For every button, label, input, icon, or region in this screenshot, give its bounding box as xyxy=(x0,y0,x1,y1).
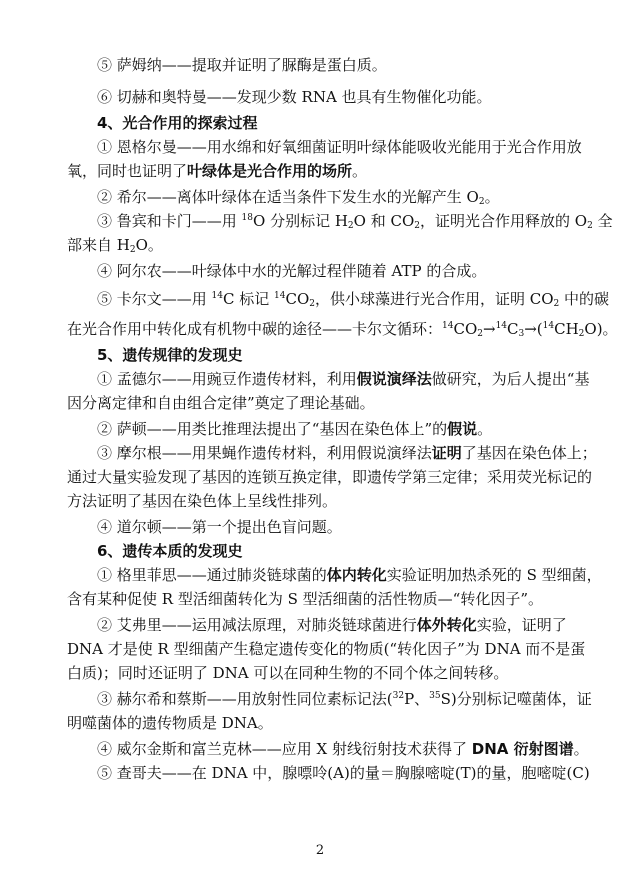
text-line: ① 恩格尔曼——用水绵和好氧细菌证明叶绿体能吸收光能用于光合作用放 xyxy=(97,138,582,156)
text-line: 含有某种促使 R 型活细菌转化为 S 型活细菌的活性物质—“转化因子”。 xyxy=(67,590,543,608)
text-line: 通过大量实验发现了基因的连锁互换定律，即遗传学第三定律；采用荧光标记的 xyxy=(67,468,593,486)
text-line: ② 希尔——离体叶绿体在适当条件下发生水的光解产生 $O_2$。 xyxy=(97,188,500,207)
text-line: ① 格里菲思——通过肺炎链球菌的体内转化实验证明加热杀死的 S 型细菌， xyxy=(97,566,602,584)
text-line: 部来自 $H_2O$。 xyxy=(67,236,163,255)
section-heading: 5、遗传规律的发现史 xyxy=(97,346,243,364)
text-line: ① 孟德尔——用豌豆作遗传材料，利用假说演绎法做研究，为后人提出“基 xyxy=(97,370,590,388)
text-line: ④ 阿尔农——叶绿体中水的光解过程伴随着 ATP 的合成。 xyxy=(97,262,487,280)
text-line: ② 萨顿——用类比推理法提出了“基因在染色体上”的假说。 xyxy=(97,420,493,438)
text-line: 在光合作用中转化成有机物中碳的途径——卡尔文循环：$^{14}CO_2\to^{14}C_3\to(^{14}CH_2O)$。 xyxy=(67,320,618,339)
text-line: ⑤ 卡尔文——用 $^{14}$C 标记 $^{14}CO_2$，供小球藻进行光合作用，证明 $CO_2$ 中的碳 xyxy=(97,290,610,309)
text-line: 明噬菌体的遗传物质是 DNA。 xyxy=(67,714,273,732)
text-line: DNA 才是使 R 型细菌产生稳定遗传变化的物质(“转化因子”为 DNA 而不是蛋 xyxy=(67,640,586,658)
page-number: 2 xyxy=(315,843,325,858)
text-line: ⑤ 萨姆纳——提取并证明了脲酶是蛋白质。 xyxy=(97,56,387,74)
text-line: ③ 赫尔希和蔡斯——用放射性同位素标记法($^{32}$P、$^{35}$S)分别标记噬菌体，证 xyxy=(97,690,592,708)
section-heading: 6、遗传本质的发现史 xyxy=(97,542,243,560)
text-line: ④ 道尔顿——第一个提出色盲问题。 xyxy=(97,518,342,536)
text-line: 白质)；同时还证明了 DNA 可以在同种生物的不同个体之间转移。 xyxy=(67,664,509,682)
text-line: ② 艾弗里——运用减法原理，对肺炎链球菌进行体外转化实验，证明了 xyxy=(97,616,567,634)
text-line: 因分离定律和自由组合定律”奠定了理论基础。 xyxy=(67,394,375,412)
text-line: ③ 摩尔根——用果蝇作遗传材料，利用假说演绎法证明了基因在染色体上； xyxy=(97,444,597,462)
text-line: ⑤ 查哥夫——在 DNA 中，腺嘌呤(A)的量＝胸腺嘧啶(T)的量，胞嘧啶(C) xyxy=(97,764,590,782)
text-line: 氧，同时也证明了叶绿体是光合作用的场所。 xyxy=(67,162,368,180)
text-line: 方法证明了基因在染色体上呈线性排列。 xyxy=(67,492,338,510)
text-line: ④ 威尔金斯和富兰克林——应用 X 射线衍射技术获得了 DNA 衍射图谱。 xyxy=(97,740,589,758)
section-heading: 4、光合作用的探索过程 xyxy=(97,114,258,132)
text-line: ③ 鲁宾和卡门——用 $^{18}$O 分别标记 $H_2O$ 和 $CO_2$，证明光合作用释放的 $O_2$ 全 xyxy=(97,212,613,231)
text-line: ⑥ 切赫和奥特曼——发现少数 RNA 也具有生物催化功能。 xyxy=(97,88,492,106)
